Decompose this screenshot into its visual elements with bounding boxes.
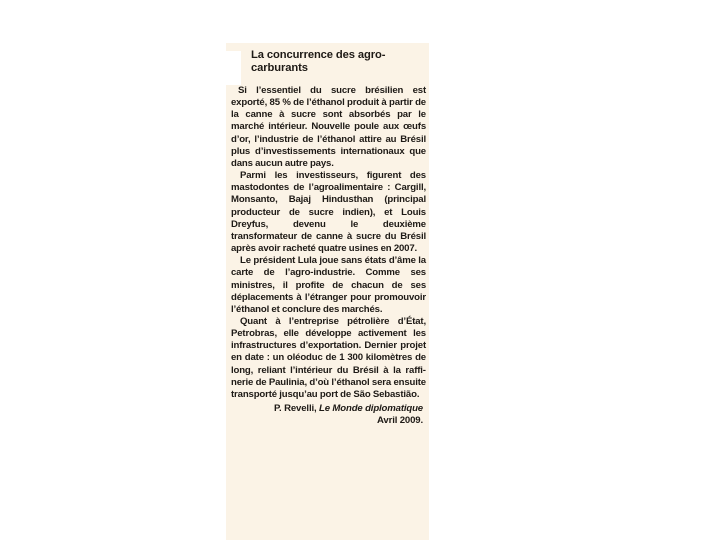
title-margin-block: [226, 51, 241, 85]
article-paragraph-4: Quant à l’entreprise pétrolière d’État, Petrobras, elle développe activement les infrastructures d’exportation. Dernier projet en date : un oléoduc de 1 300 kilomètres de long, reliant l’intérieur du Brésil à la raffinerie de Paulinia, d’où l’éthanol sera ensuite transporté jusqu’au port de São Sebastião.: [231, 315, 426, 400]
article-source: [231, 403, 423, 426]
source-date: Avril 2009.: [377, 414, 423, 426]
source-author: P. Revelli,: [274, 403, 317, 415]
article-title: La concurrence des agro-carburants: [251, 49, 386, 74]
article-paragraph-3: Le président Lula joue sans états d’âme la carte de l’agro-industrie. Comme ses ministres, il profite de chacun de ses déplacements à l’étranger pour promouvoir l’éthanol et conclure des marchés.: [231, 255, 426, 315]
article-paragraph-2: Parmi les investisseurs, figurent des mastodontes de l’agroalimentaire : Cargill, Monsanto, Bajaj Hindusthan (principal producteur de sucre indien), et Louis Dreyfus, devenu le deuxième transformateur de canne à sucre du Brésil après avoir racheté quatre usines en 2007.: [231, 170, 426, 255]
article-clipping: [226, 43, 429, 540]
article-paragraph-1: Si l’essentiel du sucre brésilien est exporté, 85 % de l’éthanol produit à partir de la canne à sucre sont absorbés par le marché intérieur. Nouvelle poule aux œufs d’or, l’industrie de l’éthanol attire au Brésil plus d’investissements internationaux que dans aucun autre pays.: [231, 85, 426, 169]
source-publication: Le Monde diplomatique: [319, 403, 423, 415]
